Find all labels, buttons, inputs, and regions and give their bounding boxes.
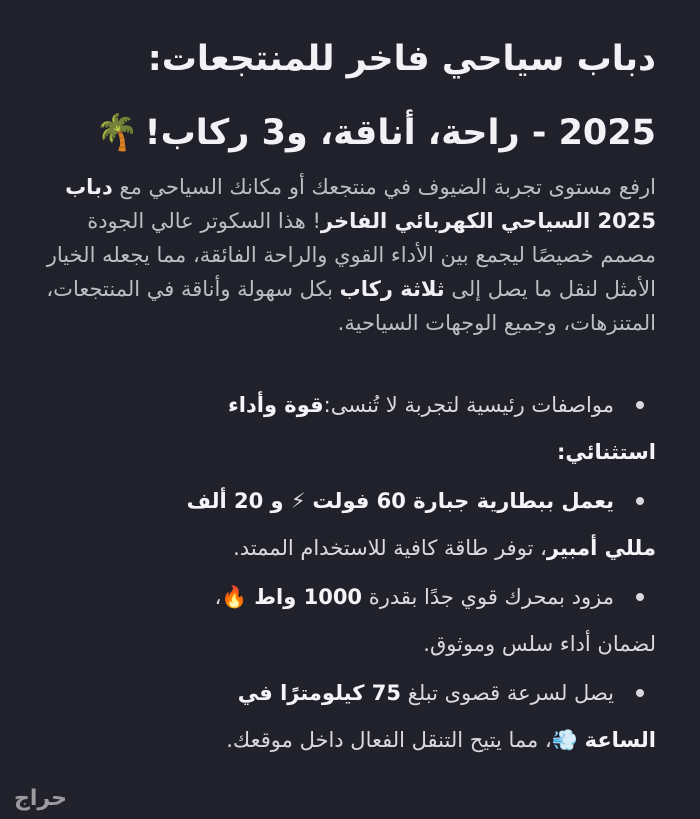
- list-item: [26, 478, 656, 572]
- dash-wind-icon: 💨: [551, 728, 578, 752]
- feature-highlight: استثنائي:: [557, 440, 656, 464]
- haraj-watermark-logo: حراج: [14, 786, 67, 811]
- feature-text: ،: [214, 585, 222, 609]
- fire-icon: 🔥: [221, 585, 248, 609]
- intro-product-name: دباب 2025 السياحي الكهربائي الفاخر: [65, 175, 656, 233]
- list-item: [26, 574, 656, 668]
- title-line-1: دباب سياحي فاخر للمنتجعات:: [147, 39, 656, 79]
- feature-highlight: قوة وأداء: [228, 393, 324, 417]
- list-item: [26, 670, 656, 764]
- feature-text: يصل لسرعة قصوى تبلغ: [400, 681, 614, 705]
- list-item: [26, 382, 656, 476]
- feature-highlight: مللي أمبير: [546, 536, 656, 560]
- page-title: [26, 22, 656, 170]
- lightning-icon: ⚡: [290, 489, 306, 513]
- feature-text: ، مما يتيح التنقل الفعال داخل موقعك.: [226, 728, 552, 752]
- feature-highlight: و 20 ألف: [186, 489, 291, 513]
- intro-capacity: ثلاثة ركاب: [339, 277, 445, 301]
- bullet-icon: [636, 689, 644, 697]
- features-list: [26, 382, 656, 764]
- bullet-icon: [636, 401, 644, 409]
- feature-highlight: يعمل ببطارية جبارة 60 فولت: [312, 489, 614, 513]
- feature-highlight: الساعة: [584, 728, 656, 752]
- bullet-icon: [636, 593, 644, 601]
- intro-text-1: ارفع مستوى تجربة الضيوف في منتجعك أو مكانك السياحي مع: [112, 175, 656, 199]
- title-line-2: 2025 - راحة، أناقة، و3 ركاب!: [144, 113, 656, 153]
- intro-paragraph: [26, 170, 656, 340]
- bullet-icon: [636, 497, 644, 505]
- palm-tree-icon: 🌴: [95, 113, 139, 153]
- feature-text: لضمان أداء سلس وموثوق.: [423, 632, 656, 656]
- intro-text-3: بكل سهولة وأناقة في المنتجعات، المتنزهات، وجميع الوجهات السياحية.: [46, 277, 656, 335]
- feature-highlight: 75 كيلومترًا في: [237, 681, 401, 705]
- feature-text: ، توفر طاقة كافية للاستخدام الممتد.: [233, 536, 547, 560]
- feature-text: مواصفات رئيسية لتجربة لا تُنسى:: [323, 393, 614, 417]
- feature-text: مزود بمحرك قوي جدًا بقدرة: [362, 585, 614, 609]
- intro-text-2: ! هذا السكوتر عالي الجودة مصمم خصيصًا ليجمع بين الأداء القوي والراحة الفائقة، مما يجعله الخيار الأمثل لنقل ما يصل إلى: [46, 209, 656, 301]
- feature-highlight: 1000 واط: [254, 585, 363, 609]
